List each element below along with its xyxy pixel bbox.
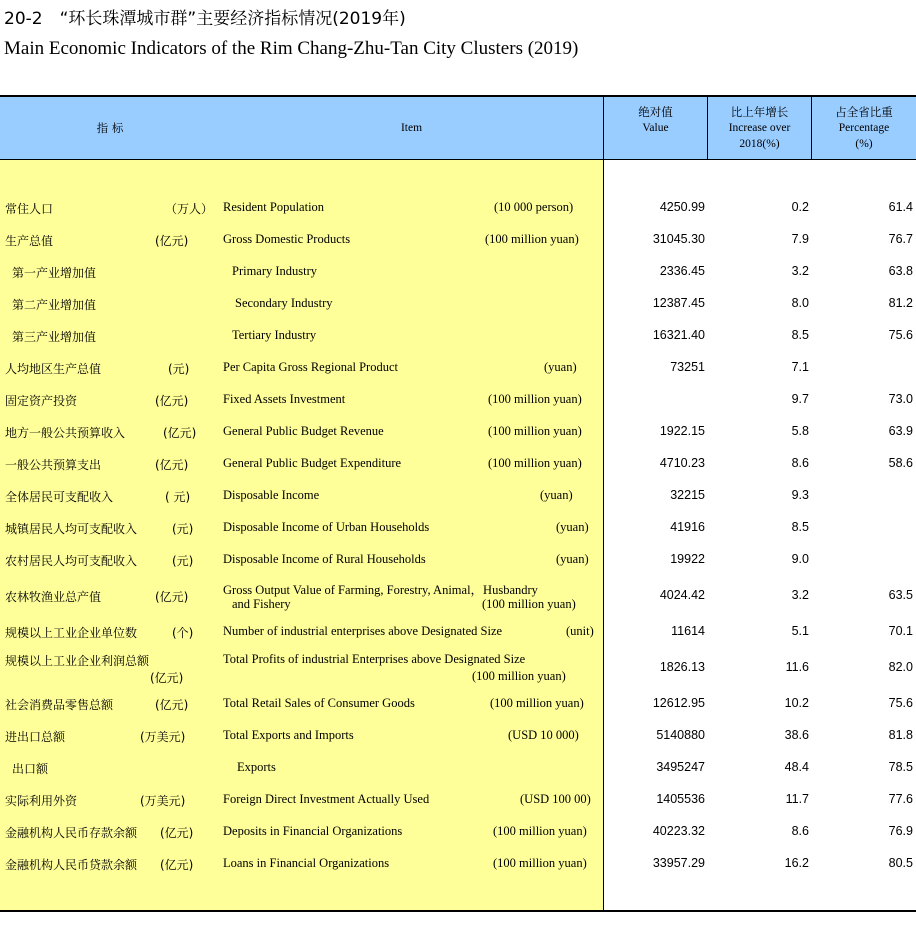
row-unit-cn: (万美元)	[140, 730, 186, 744]
header-share	[812, 97, 916, 159]
row-share: 82.0	[888, 660, 913, 674]
header-value	[604, 97, 707, 159]
row-share: 76.9	[888, 824, 913, 838]
header-indicator-label: 指 标	[96, 121, 124, 135]
row-unit-en: (USD 100 00)	[520, 792, 591, 806]
row-unit-cn: (亿元)	[155, 394, 189, 408]
row-label-cn: 第三产业增加值	[12, 330, 97, 344]
row-growth: 8.5	[791, 520, 809, 534]
row-share: 58.6	[888, 456, 913, 470]
row-label-en: Disposable Income of Urban Households	[223, 520, 430, 534]
row-value: 4250.99	[659, 200, 705, 214]
row-value: 19922	[670, 552, 705, 566]
row-unit-en: (yuan)	[544, 360, 577, 374]
row-label-en: Deposits in Financial Organizations	[223, 824, 403, 838]
row-unit-cn: (亿元)	[160, 826, 194, 840]
row-share: 81.8	[888, 728, 913, 742]
row-value: 1922.15	[659, 424, 705, 438]
row-unit-en: (yuan)	[556, 552, 589, 566]
row-growth: 11.7	[785, 792, 809, 806]
row-unit-en: (100 million yuan)	[472, 669, 566, 683]
row-label-en-continued: and Fishery	[232, 597, 291, 611]
row-growth: 8.6	[791, 824, 809, 838]
row-unit-en: (USD 10 000)	[508, 728, 579, 742]
row-share: 63.9	[888, 424, 913, 438]
row-value: 31045.30	[652, 232, 705, 246]
row-label-en: Total Profits of industrial Enterprises above Designated Size	[223, 652, 526, 666]
row-growth: 8.5	[791, 328, 809, 342]
row-value: 16321.40	[652, 328, 705, 342]
row-share: 77.6	[888, 792, 913, 806]
header-growth-cn: 比上年增长	[730, 105, 789, 119]
row-value: 41916	[670, 520, 705, 534]
row-share: 78.5	[888, 760, 913, 774]
row-unit-cn: (亿元)	[155, 234, 189, 248]
row-unit-en: (100 million yuan)	[493, 824, 587, 838]
row-value: 73251	[670, 360, 705, 374]
row-share: 61.4	[888, 200, 913, 214]
row-share: 75.6	[888, 696, 913, 710]
row-unit-en: (yuan)	[556, 520, 589, 534]
row-value: 2336.45	[659, 264, 705, 278]
row-value: 1826.13	[659, 660, 705, 674]
header-indicator	[0, 97, 220, 159]
row-growth: 8.0	[791, 296, 809, 310]
row-label-en: General Public Budget Expenditure	[223, 456, 402, 470]
row-label-cn: 金融机构人民币贷款余额	[5, 858, 138, 872]
row-value: 33957.29	[652, 856, 705, 870]
row-unit-en: (100 million yuan)	[490, 696, 584, 710]
row-unit-en: (100 million yuan)	[493, 856, 587, 870]
row-label-en: Disposable Income of Rural Households	[223, 552, 426, 566]
row-label-cn: 一般公共预算支出	[5, 458, 102, 472]
header-item	[220, 97, 603, 159]
bottom-rule	[0, 910, 916, 912]
row-share: 73.0	[888, 392, 913, 406]
row-label-cn: 生产总值	[5, 234, 54, 248]
row-label-en: Per Capita Gross Regional Product	[223, 360, 398, 374]
row-value: 4710.23	[659, 456, 705, 470]
row-unit-cn: (亿元)	[155, 458, 189, 472]
row-unit-cn: （万人）	[165, 202, 214, 216]
row-growth: 5.8	[791, 424, 809, 438]
row-label-en: Tertiary Industry	[232, 328, 317, 342]
row-unit-cn: (元)	[172, 554, 194, 568]
row-unit-cn: ( 元)	[165, 490, 191, 504]
row-unit-en: (100 million yuan)	[488, 424, 582, 438]
row-share: 70.1	[888, 624, 913, 638]
row-unit-cn: (个)	[172, 626, 194, 640]
table-title-chinese: 20-2 “环长珠潭城市群”主要经济指标情况(2019年)	[4, 9, 406, 29]
row-growth: 16.2	[784, 856, 809, 870]
row-value: 32215	[670, 488, 705, 502]
row-label-en: Foreign Direct Investment Actually Used	[223, 792, 430, 806]
header-share-en1: Percentage	[838, 122, 890, 134]
row-label-cn: 规模以上工业企业单位数	[5, 626, 138, 640]
row-growth: 7.1	[791, 360, 809, 374]
header-item-label: Item	[400, 122, 423, 134]
header-growth	[708, 97, 811, 159]
row-label-cn: 常住人口	[5, 202, 54, 216]
row-label-cn: 固定资产投资	[5, 394, 78, 408]
row-growth: 10.2	[784, 696, 809, 710]
row-label-cn: 实际利用外资	[5, 794, 78, 808]
row-value: 4024.42	[659, 588, 705, 602]
row-share: 75.6	[888, 328, 913, 342]
row-unit-cn: (亿元)	[155, 698, 189, 712]
row-growth: 0.2	[791, 200, 809, 214]
row-unit-cn: (亿元)	[150, 671, 184, 685]
row-label-cn: 出口额	[12, 762, 49, 776]
row-label-cn: 规模以上工业企业利润总额	[5, 654, 150, 668]
row-label-en: Secondary Industry	[235, 296, 333, 310]
row-value: 11614	[671, 624, 705, 638]
row-label-cn: 全体居民可支配收入	[5, 490, 114, 504]
row-unit-cn: (亿元)	[160, 858, 194, 872]
row-label-en: Fixed Assets Investment	[223, 392, 346, 406]
row-growth: 38.6	[784, 728, 809, 742]
row-label-cn: 进出口总额	[5, 730, 66, 744]
row-unit-cn: (元)	[172, 522, 194, 536]
row-growth: 9.7	[791, 392, 809, 406]
row-share: 76.7	[888, 232, 913, 246]
row-unit-en: (100 million yuan)	[485, 232, 579, 246]
row-label-en: Primary Industry	[232, 264, 318, 278]
row-unit-en: (100 million yuan)	[482, 597, 576, 611]
row-label-cn: 城镇居民人均可支配收入	[5, 522, 138, 536]
row-label-en: Total Retail Sales of Consumer Goods	[223, 696, 415, 710]
row-label-en: Resident Population	[223, 200, 325, 214]
header-growth-en2: 2018(%)	[739, 138, 780, 150]
row-unit-en: (10 000 person)	[494, 200, 574, 214]
row-growth: 7.9	[791, 232, 809, 246]
row-growth: 3.2	[791, 264, 809, 278]
row-share: 63.8	[888, 264, 913, 278]
row-value: 40223.32	[652, 824, 705, 838]
row-unit-cn: (万美元)	[140, 794, 186, 808]
row-unit-cn: (元)	[168, 362, 190, 376]
row-label-cn: 社会消费品零售总额	[5, 698, 114, 712]
row-label-cn: 农林牧渔业总产值	[5, 590, 102, 604]
row-label-en: Number of industrial enterprises above Designated Size	[223, 624, 503, 638]
row-value: 12612.95	[652, 696, 705, 710]
row-label-cn: 人均地区生产总值	[5, 362, 102, 376]
header-growth-en1: Increase over	[728, 122, 791, 134]
row-growth: 5.1	[791, 624, 809, 638]
row-growth: 9.3	[791, 488, 809, 502]
row-growth: 48.4	[784, 760, 809, 774]
row-unit-en: (unit)	[566, 624, 594, 638]
row-share: 81.2	[888, 296, 913, 310]
row-label-cn: 金融机构人民币存款余额	[5, 826, 138, 840]
table-title-english: Main Economic Indicators of the Rim Chang-Zhu-Tan City Clusters (2019)	[4, 38, 579, 59]
row-growth: 8.6	[791, 456, 809, 470]
row-unit-en: (100 million yuan)	[488, 456, 582, 470]
header-value-cn: 绝对值	[638, 105, 673, 119]
row-label-en: Total Exports and Imports	[223, 728, 354, 742]
row-label-cn: 地方一般公共预算收入	[5, 426, 126, 440]
row-label-cn: 农村居民人均可支配收入	[5, 554, 138, 568]
row-share: 63.5	[888, 588, 913, 602]
header-value-en: Value	[642, 122, 669, 134]
row-value: 12387.45	[652, 296, 705, 310]
row-label-en: Disposable Income	[223, 488, 320, 502]
header-share-cn: 占全省比重	[835, 105, 893, 119]
header-share-en2: (%)	[855, 138, 873, 150]
row-growth: 3.2	[791, 588, 809, 602]
row-unit-cn: (亿元)	[163, 426, 197, 440]
row-unit-cn: (亿元)	[155, 590, 189, 604]
row-label-en: Gross Domestic Products	[223, 232, 351, 246]
row-value: 5140880	[656, 728, 705, 742]
row-unit-en: (yuan)	[540, 488, 573, 502]
row-label-cn: 第一产业增加值	[12, 266, 97, 280]
row-label-en: General Public Budget Revenue	[223, 424, 384, 438]
row-share: 80.5	[888, 856, 913, 870]
row-unit-en: (100 million yuan)	[488, 392, 582, 406]
row-label-en: Gross Output Value of Farming, Forestry, Animal，Husbandry	[223, 583, 538, 597]
row-growth: 11.6	[785, 660, 809, 674]
row-label-en: Exports	[237, 760, 276, 774]
row-label-cn: 第二产业增加值	[12, 298, 97, 312]
row-value: 1405536	[656, 792, 705, 806]
table-header	[0, 97, 916, 160]
row-growth: 9.0	[791, 552, 809, 566]
row-value: 3495247	[656, 760, 705, 774]
row-label-en: Loans in Financial Organizations	[223, 856, 390, 870]
